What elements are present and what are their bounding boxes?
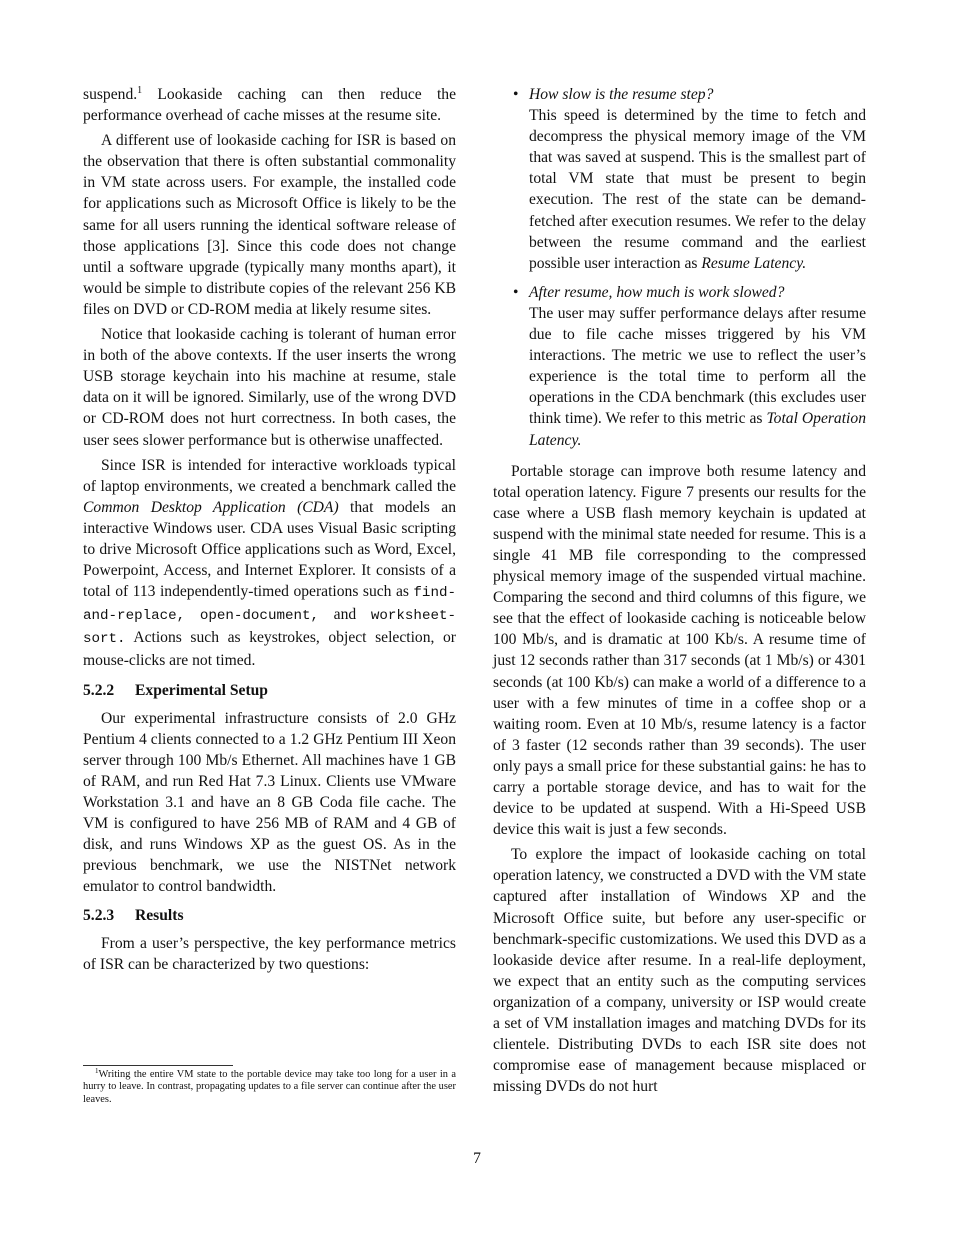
bullet-icon: • xyxy=(513,86,519,103)
section-title: Experimental Setup xyxy=(135,681,268,699)
list-item xyxy=(493,84,866,274)
footnote-text: Writing the entire VM state to the portable device may take too long for a user in a hurry to leave. In contrast, propagating updates to a file server can continue after the user leaves. xyxy=(83,1069,456,1105)
section-heading-5-2-3 xyxy=(83,905,456,926)
text: suspend. xyxy=(83,86,138,103)
text: This speed is determined by the time to fetch and decompress the physical memory image of the VM that was saved at suspend. This is the smallest part of total VM state that must be present to begin execution. The rest of the state can be demand-fetched after execution resumes. We refer to the delay between the resume command and the earliest possible user interaction as xyxy=(529,107,866,272)
code: worksheet-sort. xyxy=(83,608,456,648)
section-heading-5-2-2 xyxy=(83,680,456,701)
text: and xyxy=(319,606,371,624)
text: The user may suffer performance delays after resume due to file cache misses triggered by his VM interactions. The metric we use to reflect the user’s experience is the total time to perform all the operations in the CDA benchmark (this excludes user think time). We refer to this metric as xyxy=(529,304,866,428)
paragraph: Our experimental infrastructure consists of 2.0 GHz Pentium 4 clients connected to a 1.2 GHz Pentium III Xeon server through 100 Mb/s Ethernet. All machines have 1 GB of RAM, and run Red Hat 7.3 Linux. Clients use VMware Workstation 3.1 and have an 8 GB Coda file cache. The VM is configured to have 256 MB of RAM and 4 GB of disk, and runs Windows XP as the guest OS. As in the previous benchmark, we use the NISTNet network emulator to control bandwidth. xyxy=(83,709,456,896)
page-number: 7 xyxy=(473,1150,481,1167)
paragraph: From a user’s perspective, the key performance metrics of ISR can be characterized by two questions: xyxy=(83,935,456,974)
paragraph: Portable storage can improve both resume latency and total operation latency. Figure 7 presents our results for the case where a USB flash memory keychain is updated at suspend with the minimal state needed for resume. This is a single 41 MB file corresponding to the compressed physical memory image of the suspended virtual machine. Comparing the second and third columns of this figure, we see that the effect of lookaside caching is noticeable below 100 Mb/s, and is dramatic at 100 Kb/s. A resume time of just 12 seconds rather than 317 seconds (at 1 Mb/s) or 4301 seconds (at 100 Kb/s) can make a world of a difference to a user with a few minutes of time in a coffee shop or a waiting room. Even at 10 Mb/s, resume latency is a factor of 3 faster (12 seconds rather than 39 seconds). The user only pays a small price for these substantial gains: he has to carry a portable storage device, and has to wait for the device to be updated at suspend. With a Hi-Speed USB device this wait is just a few seconds. xyxy=(493,462,866,839)
right-column xyxy=(493,84,866,1101)
answer xyxy=(529,303,866,451)
footnote-mark: 1 xyxy=(95,1067,99,1075)
text xyxy=(185,606,200,623)
code: open-document, xyxy=(199,608,320,625)
section-number: 5.2.2 xyxy=(83,681,115,699)
section-number: 5.2.3 xyxy=(83,907,115,925)
answer xyxy=(529,105,866,274)
paragraph: A different use of lookaside caching for ISR is based on the observation that there is often substantial commonality in VM state across users. For example, the installed code for applications such as Microsoft Office is likely to be the same for all users running the identical software release of those applications [3]. Since this code does not change until a software upgrade (typically many months apart), it would be simple to distribute copies of the relevant 256 KB files on DVD or CD-ROM media at likely resume sites. xyxy=(83,132,456,318)
question: How slow is the resume step? xyxy=(529,86,714,103)
emphasis: Total Operation Latency. xyxy=(529,410,866,449)
code: find-and-replace, xyxy=(83,585,456,625)
paragraph xyxy=(83,455,456,672)
paragraph: Notice that lookaside caching is tolerant of human error in both of the above contexts. If the user inserts the wrong USB storage keychain into his machine at resume, stale data on it will be ignored. Similarly, use of the wrong DVD or CD-ROM does not hurt correctness. In both cases, the user sees slower performance but is otherwise unaffected. xyxy=(83,326,456,449)
list-item xyxy=(493,282,866,451)
paragraph xyxy=(83,84,456,126)
bullet-icon: • xyxy=(513,283,519,301)
paragraph: To explore the impact of lookaside caching on total operation latency, we constructed a DVD with the VM state captured after installation of Windows XP and the Microsoft Office suite, but before any user-specific or benchmark-specific customizations. We used this DVD as a lookaside device after resume. In a real-life deployment, we expect that an entity such as the computing services organization of a company, university or ISP would create a set of VM installation images and matching DVDs for its clientele. Distributing DVDs to each ISR site does not compromise ease of management because misplaced or missing DVDs do not hurt xyxy=(493,846,866,1096)
text: that models an interactive Windows user. CDA uses Visual Basic scripting to drive Microsoft Office applications such as Word, Excel, Powerpoint, Access, and Internet Explorer. It consists of a total of 113 independently-timed operations such as xyxy=(83,498,456,601)
text: Since ISR is intended for interactive workloads typical of laptop environments, we created a benchmark called the xyxy=(83,456,456,495)
question: After resume, how much is work slowed? xyxy=(529,283,785,301)
text: Lookaside caching can then reduce the performance overhead of cache misses at the resume site. xyxy=(83,86,456,125)
left-column xyxy=(83,84,456,980)
footnote xyxy=(83,1069,456,1106)
question-list xyxy=(493,84,866,451)
emphasis: Resume Latency. xyxy=(701,254,807,272)
footnote-ref[interactable]: 1 xyxy=(137,85,143,96)
footnote-rule xyxy=(83,1065,233,1066)
section-title: Results xyxy=(135,907,184,925)
text: Actions such as keystrokes, object selection, or mouse-clicks are not timed. xyxy=(83,629,456,670)
emphasis: Common Desktop Application (CDA) xyxy=(83,498,339,516)
